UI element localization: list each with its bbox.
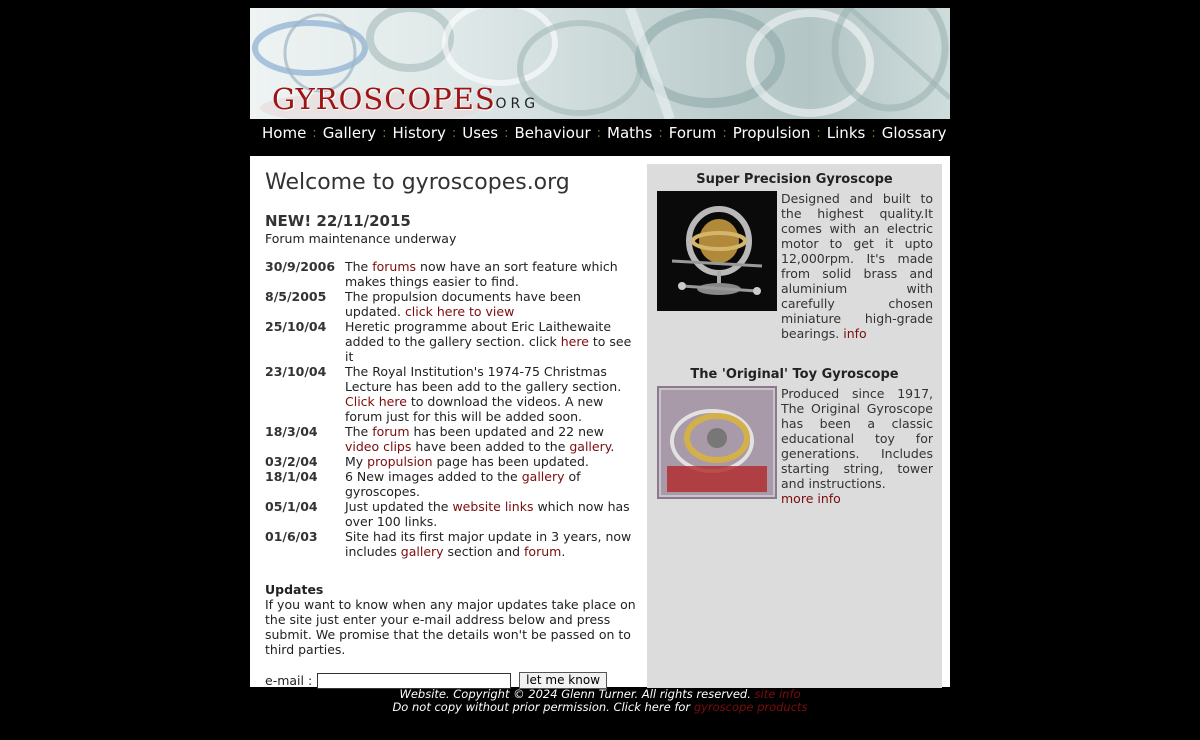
news-row [265,529,637,559]
news-row [265,469,637,499]
site-logo[interactable]: GYROSCOPES [272,82,496,116]
nav-separator: : [312,125,317,141]
let-me-know-button[interactable]: let me know [519,672,607,689]
product-title: The 'Original' Toy Gyroscope [690,367,899,382]
news-text-part: The [345,259,373,274]
nav-links[interactable]: Links [826,124,866,142]
email-label: e-mail : [265,673,313,688]
download-videos-link[interactable]: Click here [345,394,407,409]
news-text-part: Heretic programme about Eric Laithewaite added to the gallery section. click [345,319,612,349]
website-links-link[interactable]: website links [452,499,534,514]
news-row [265,319,637,364]
page [250,8,950,687]
news-text-part: The [345,424,373,439]
news-date: 01/6/03 [265,529,318,544]
main-nav [250,119,950,147]
nav-behaviour[interactable]: Behaviour [514,124,591,142]
news-text [345,319,637,364]
news-text-part: of gyroscopes. [345,469,581,499]
forum-link[interactable]: forum [524,544,562,559]
news-text [345,289,637,319]
news-text-part: section and [443,544,525,559]
propulsion-link[interactable]: propulsion [367,454,433,469]
nav-uses[interactable]: Uses [462,124,499,142]
news-date: 05/1/04 [265,499,318,514]
news-text-part: My [345,454,368,469]
content-area [250,156,950,687]
nav-propulsion[interactable]: Propulsion [732,124,811,142]
news-text-part: . [610,439,615,454]
nav-separator: : [596,125,602,141]
footer-line-2 [0,701,1200,714]
product-description [781,191,933,341]
nav-separator: : [382,125,387,141]
news-row [265,364,637,424]
news-headline: NEW! 22/11/2015 [265,212,411,230]
product-text: Produced since 1917, The Original Gyroscope has been a classic educational toy for generations. Includes starting string, tower and instructions. [781,386,933,491]
news-text-part: to download the videos. A new forum just for this will be added soon. [345,394,604,424]
nav-forum[interactable]: Forum [668,124,717,142]
copyright-text: Website. Copyright © 2024 Glenn Turner. All rights reserved. [399,687,755,701]
gallery-link[interactable]: gallery [569,439,611,454]
gallery-link[interactable]: gallery [400,544,444,559]
gyroscope-products-link[interactable]: gyroscope products [693,700,808,714]
news-row [265,454,637,469]
product-description [781,386,933,506]
forums-link[interactable]: forums [372,259,417,274]
news-text-part: has been updated and 22 new [409,424,604,439]
super-precision-gyroscope-image[interactable] [657,191,777,311]
nav-separator: : [451,125,457,141]
news-text [345,499,637,529]
gallery-link[interactable]: gallery [521,469,565,484]
news-text-part: to see it [345,334,632,364]
news-row [265,289,637,319]
propulsion-docs-link[interactable]: click here to view [404,304,515,319]
news-text-part: page has been updated. [432,454,589,469]
video-clips-link[interactable]: video clips [345,439,412,454]
nav-history[interactable]: History [392,124,446,142]
news-text-part: Just updated the [345,499,453,514]
news-row [265,259,637,289]
news-date: 18/1/04 [265,469,318,484]
product-card [657,191,942,341]
nav-separator: : [504,125,509,141]
info-link[interactable]: info [843,326,867,341]
site-logo-suffix: .ORG [487,96,540,112]
nav-maths[interactable]: Maths [607,124,653,142]
heretic-programme-link[interactable]: here [560,334,589,349]
product-card [657,386,942,506]
news-table [265,259,637,559]
news-text-part: . [561,544,566,559]
news-row [265,424,637,454]
main-column [265,170,637,689]
news-text [345,424,637,454]
nav-glossary[interactable]: Glossary [881,124,947,142]
news-date: 25/10/04 [265,319,327,334]
news-text [345,529,637,559]
site-banner [250,8,950,119]
news-row [265,499,637,529]
news-date: 18/3/04 [265,424,318,439]
news-text-part: now have an sort feature which makes things easier to find. [345,259,618,289]
news-text-part: The Royal Institution's 1974-75 Christmas Lecture has been add to the gallery section. [345,364,622,394]
news-text-part: have been added to the [411,439,570,454]
news-date: 23/10/04 [265,364,327,379]
news-text [345,364,637,424]
product-text: Designed and built to the highest quality.It comes with an electric motor to get it upto 12,000rpm. It's made from solid brass and aluminium with carefully chosen miniature high-grade bearings. [781,191,933,341]
product-sidebar [647,164,942,688]
more-info-link[interactable]: more info [781,491,841,506]
news-date: 03/2/04 [265,454,318,469]
nav-separator: : [816,125,821,141]
original-toy-gyroscope-image[interactable] [657,386,777,499]
product-title: Super Precision Gyroscope [696,172,893,187]
site-info-link[interactable]: site info [754,687,801,701]
news-date: 8/5/2005 [265,289,327,304]
news-text-part: which now has over 100 links. [345,499,630,529]
news-text [345,454,637,469]
news-text [345,469,637,499]
news-text [345,259,637,289]
nav-separator: : [871,125,876,141]
news-headline-note: Forum maintenance underway [265,231,457,246]
nav-gallery[interactable]: Gallery [322,124,377,142]
footer [0,688,1200,714]
updates-heading: Updates [265,582,324,597]
permission-text: Do not copy without prior permission. Click here for [392,700,694,714]
news-text-part: 6 New images added to the [345,469,522,484]
news-text-part: The propulsion documents have been updated. [345,289,581,319]
page-title: Welcome to gyroscopes.org [265,170,570,195]
forum-link[interactable]: forum [372,424,410,439]
news-date: 30/9/2006 [265,259,336,274]
nav-separator: : [658,125,663,141]
updates-text: If you want to know when any major updates take place on the site just enter your e-mail address below and press submit. We promise that the details won't be passed on to third parties. [265,597,636,657]
nav-separator: : [722,125,727,141]
news-text-part: Site had its first major update in 3 years, now includes [345,529,632,559]
nav-home[interactable]: Home [262,124,307,142]
